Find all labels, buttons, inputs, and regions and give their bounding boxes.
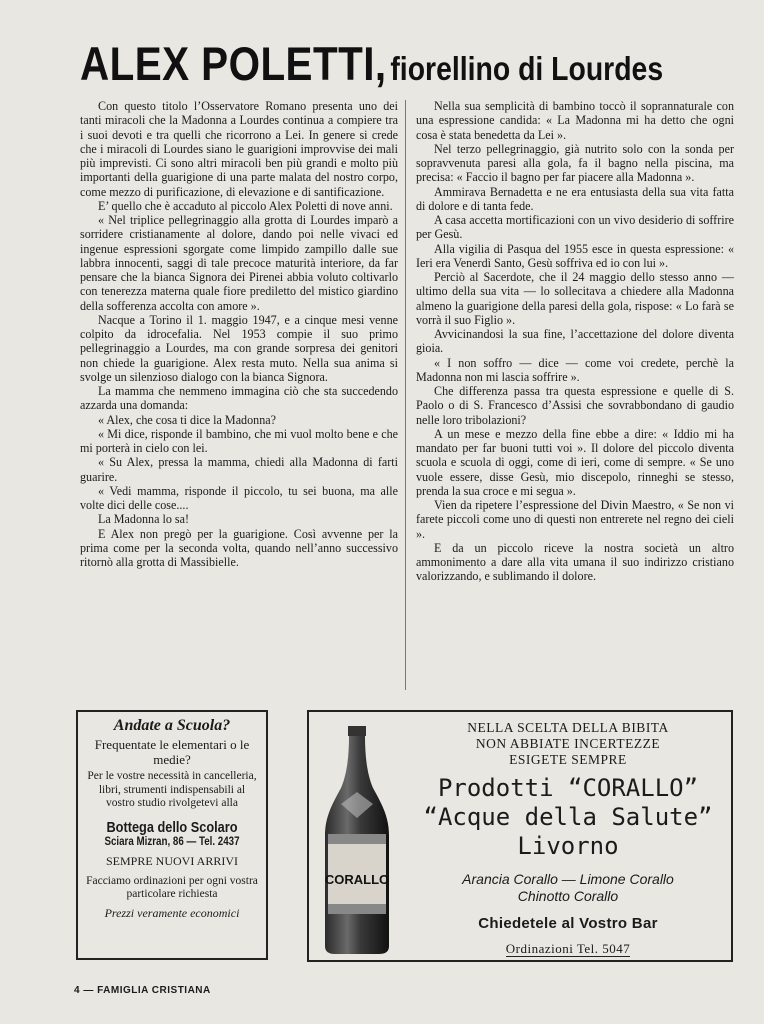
bar-slogan: Chiedetele al Vostro Bar bbox=[478, 915, 658, 932]
ad-heading: Andate a Scuola? bbox=[113, 717, 231, 734]
paragraph: A casa accetta mortificazioni con un vivo desiderio di soffrire per Gesù. bbox=[416, 213, 734, 242]
paragraph: Perciò al Sacerdote, che il 24 maggio dello stesso anno — ultimo della sua vita — lo sollecitava a chiedere alla Madonna almeno la guarigione della paresi della gola, rispose: « Lo farà se vorrà il suo Figlio ». bbox=[416, 270, 734, 327]
ad-line: ESIGETE SEMPRE bbox=[509, 752, 627, 767]
paragraph: Avvicinandosi la sua fine, l’accettazione del dolore diventa gioia. bbox=[416, 327, 734, 356]
ad-text-block bbox=[403, 720, 733, 957]
paragraph: « Alex, che cosa ti dice la Madonna? bbox=[98, 412, 276, 427]
title-name: ALEX POLETTI, bbox=[80, 37, 387, 90]
paragraph: Vien da ripetere l’espressione del Divin Maestro, « Se non vi farete piccoli come uno di questi non entrerete nel regno dei cieli ». bbox=[416, 498, 734, 541]
product-slogan: “Acque della Salute” bbox=[423, 803, 713, 831]
paragraph: « Su Alex, pressa la mamma, chiedi alla Madonna di farti guarire. bbox=[80, 455, 398, 484]
flavors-line: Arancia Corallo — Limone Corallo bbox=[462, 871, 674, 887]
product-name: Prodotti “CORALLO” bbox=[437, 774, 699, 802]
shop-name: Bottega dello Scolaro bbox=[106, 818, 238, 836]
bottle-illustration bbox=[321, 724, 393, 956]
paragraph: E Alex non pregò per la guarigione. Così avvenne per la prima come per la seconda volta, quando nell’anno successivo ritornò alla grotta di Massibielle. bbox=[80, 526, 398, 569]
paragraph: Che differenza passa tra questa espressione e quelle di S. Paolo o di S. Francesco d’Assisi che sovrabbondano di gaudio nelle loro tribolazioni? bbox=[416, 384, 734, 427]
orders-phone bbox=[403, 941, 733, 957]
ad-text: Per le vostre necessità in cancelleria, libri, strumenti indispensabili al vostro studio rivolgetevi alla bbox=[87, 770, 257, 809]
paragraph: Nel terzo pellegrinaggio, già nutrito solo con la sonda per sopravvenuta paresi alla gola, fa il bagno nella piscina, ma precisa: « Faccio il bagno per far piacere alla Madonna ». bbox=[416, 141, 734, 185]
flavors-line: Chinotto Corallo bbox=[517, 888, 619, 904]
shop-address: Sciara Mizran, 86 — Tel. 2437 bbox=[104, 835, 240, 848]
prices-text: Prezzi veramente economici bbox=[104, 905, 240, 920]
paragraph: La Madonna lo sa! bbox=[98, 512, 190, 527]
paragraph: Ammirava Bernadetta e ne era entusiasta della sua vita fatta di dolore e di tanta fede. bbox=[416, 184, 734, 213]
article-title bbox=[80, 36, 664, 91]
orders-phone-text: Ordinazioni Tel. 5047 bbox=[505, 941, 631, 956]
paragraph: Nacque a Torino il 1. maggio 1947, e a cinque mesi venne colpito da idrocefalia. Nel 1953 compie il suo primo pellegrinaggio a Lourdes, ma con grande sorpresa dei genitori non chiede la guarigione. Alex resta muto. Nella sua anima si svolge un silenzioso dialogo con la bianca Signora. bbox=[80, 312, 398, 384]
page-footer: 4 — FAMIGLIA CRISTIANA bbox=[74, 985, 211, 996]
ad-question: Frequentate le elementari o le medie? bbox=[94, 737, 250, 767]
title-subtitle: fiorellino di Lourdes bbox=[390, 50, 664, 87]
ad-line: NON ABBIATE INCERTEZZE bbox=[475, 736, 661, 751]
paragraph: E da un piccolo riceve la nostra società un altro ammonimento a dare alla vita umana il suo indirizzo cristiano valorizzando, e sublimando il dolore. bbox=[416, 540, 734, 584]
column-divider bbox=[405, 100, 406, 690]
paragraph: « I non soffro — dice — come voi credete, perchè la Madonna non mi lascia soffrire ». bbox=[416, 355, 734, 384]
paragraph: La mamma che nemmeno immagina ciò che sta succedendo azzarda una domanda: bbox=[80, 384, 398, 413]
paragraph: Nella sua semplicità di bambino toccò il soprannaturale con una espressione candida: « La Madonna mi ha detto che ogni cosa è stata benedetta da Lei ». bbox=[416, 99, 734, 142]
bottle-label: CORALLO bbox=[324, 872, 390, 887]
paragraph: A un mese e mezzo della fine ebbe a dire: « Iddio mi ha mandato per far buoni tutti voi ». Il dolore del piccolo diventa scuola e scuola di oggi, come di ieri, come di sempre. « Se uno vuole essere, disse Gesù, mio discepolo, rinneghi se stesso, prenda la sua croce e mi segua ». bbox=[416, 426, 734, 498]
paragraph: Con questo titolo l’Osservatore Romano presenta uno dei tanti miracoli che la Madonna a Lourdes continua a compiere tra i suoi devoti e tra quelli che ricorrono a Lei. In genere si crede che i miracoli di Lourdes siano le guarigioni improvvise dei mali più imprevisti. Ci sono altri miracoli ben più grandi e molto più importanti della guarigione di una parte malata del nostro corpo, come mezzo di purificazione, di elevazione e di santificazione. bbox=[80, 99, 398, 199]
corallo-advertisement bbox=[307, 710, 733, 962]
product-city: Livorno bbox=[517, 832, 619, 860]
paragraph: E’ quello che è accaduto al piccolo Alex Poletti di nove anni. bbox=[98, 198, 393, 213]
left-column bbox=[80, 99, 398, 569]
orders-text: Facciamo ordinazioni per ogni vostra particolare richiesta bbox=[86, 874, 258, 900]
right-column bbox=[416, 99, 734, 584]
paragraph: « Vedi mamma, risponde il piccolo, tu sei buona, ma alle volte dici delle cose.... bbox=[80, 483, 398, 512]
ad-line: NELLA SCELTA DELLA BIBITA bbox=[467, 720, 669, 735]
paragraph: « Nel triplice pellegrinaggio alla grotta di Lourdes imparò a sorridere cristianamente al dolore, dando poi nelle vivaci ed ingenue espressioni sgorgate come limpido zampillo dalle sue labbra innocenti, saggi di tale precoce maturità interiore, da far pensare che la bianca Signora dei Pirenei abbia voluto coltivarlo con tenerezza materna quale fiore prediletto del mistico giardino della sofferenza accolta con amore ». bbox=[80, 213, 398, 313]
paragraph: Alla vigilia di Pasqua del 1955 esce in questa espressione: « Ieri era Venerdì Santo, Gesù soffriva ed io con lui ». bbox=[416, 241, 734, 270]
paragraph: « Mi dice, risponde il bambino, che mi vuol molto bene e che mi porterà in cielo con lei. bbox=[80, 426, 398, 455]
school-advertisement bbox=[76, 710, 268, 960]
new-arrivals: SEMPRE NUOVI ARRIVI bbox=[105, 853, 238, 868]
